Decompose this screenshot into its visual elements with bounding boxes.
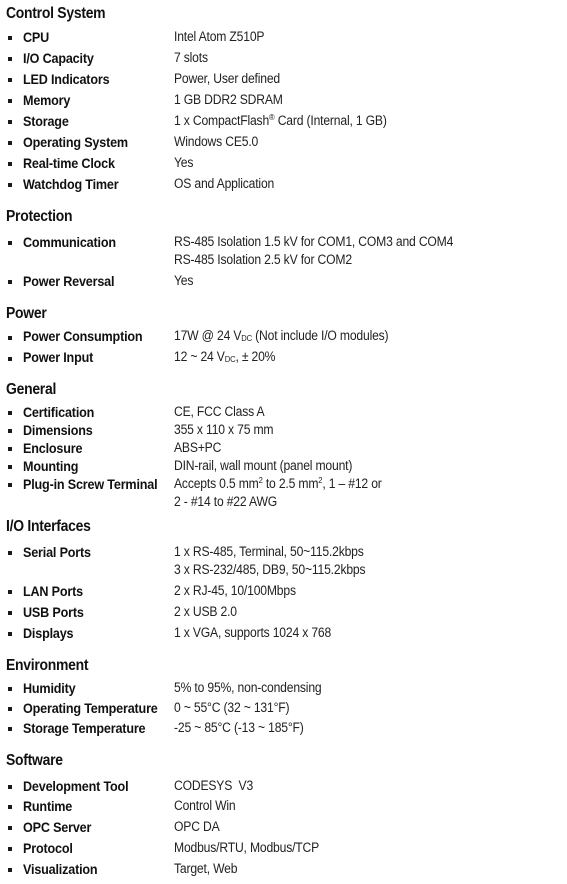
- dc-subscript: DC: [241, 333, 252, 343]
- spec-label: Power Consumption: [23, 328, 143, 344]
- spec-label: Storage: [23, 113, 69, 129]
- section-title-environment: Environment: [6, 657, 89, 674]
- bullet-icon: [8, 280, 12, 284]
- spec-label: Power Reversal: [23, 273, 115, 289]
- section-title-software: Software: [6, 752, 63, 769]
- spec-label: Visualization: [23, 861, 98, 877]
- spec-label: Displays: [23, 625, 74, 641]
- spec-label: Certification: [23, 404, 95, 420]
- spec-value: Intel Atom Z510P: [174, 29, 265, 44]
- spec-value: 355 x 110 x 75 mm: [174, 422, 274, 437]
- superscript: 2: [258, 475, 263, 485]
- spec-label: Memory: [23, 92, 71, 108]
- spec-value: [174, 113, 387, 128]
- spec-label: Operating Temperature: [23, 700, 158, 716]
- spec-value: CODESYS V3: [174, 778, 254, 793]
- spec-value: ABS+PC: [174, 440, 222, 455]
- bullet-icon: [8, 590, 12, 594]
- spec-label: Dimensions: [23, 422, 93, 438]
- spec-value-part: (Not include I/O modules): [251, 328, 389, 343]
- spec-value-part: 12 ~ 24 V: [174, 349, 225, 364]
- bullet-icon: [8, 483, 12, 487]
- spec-label: Humidity: [23, 680, 76, 696]
- bullet-icon: [8, 551, 12, 555]
- bullet-icon: [8, 336, 12, 340]
- bullet-icon: [8, 632, 12, 636]
- spec-value: 2 x USB 2.0: [174, 604, 237, 619]
- bullet-icon: [8, 611, 12, 615]
- spec-value: 7 slots: [174, 50, 208, 65]
- spec-label: Real-time Clock: [23, 155, 115, 171]
- spec-value: Control Win: [174, 798, 236, 813]
- spec-value: Windows CE5.0: [174, 134, 259, 149]
- bullet-icon: [8, 99, 12, 103]
- spec-label: Power Input: [23, 349, 94, 365]
- bullet-icon: [8, 447, 12, 451]
- spec-value-part: Card (Internal, 1 GB): [274, 113, 387, 128]
- spec-label: Development Tool: [23, 778, 129, 794]
- spec-label: Serial Ports: [23, 544, 91, 560]
- spec-label: Runtime: [23, 798, 73, 814]
- spec-value: 0 ~ 55°C (32 ~ 131°F): [174, 700, 290, 715]
- section-title-io-interfaces: I/O Interfaces: [6, 518, 91, 535]
- spec-value: Power, User defined: [174, 71, 281, 86]
- bullet-icon: [8, 826, 12, 830]
- bullet-icon: [8, 162, 12, 166]
- spec-label: Protocol: [23, 840, 73, 856]
- spec-value: OS and Application: [174, 176, 275, 191]
- bullet-icon: [8, 465, 12, 469]
- spec-value: [174, 476, 382, 491]
- spec-label: Storage Temperature: [23, 720, 146, 736]
- bullet-icon: [8, 36, 12, 40]
- spec-label: Mounting: [23, 458, 79, 474]
- spec-label: CPU: [23, 29, 50, 45]
- bullet-icon: [8, 429, 12, 433]
- spec-value: Modbus/RTU, Modbus/TCP: [174, 840, 320, 855]
- spec-value-line2: RS-485 Isolation 2.5 kV for COM2: [174, 252, 352, 267]
- spec-value: Yes: [174, 273, 194, 288]
- section-title-protection: Protection: [6, 208, 73, 225]
- spec-label: Plug-in Screw Terminal: [23, 476, 158, 492]
- spec-value: 1 x VGA, supports 1024 x 768: [174, 625, 332, 640]
- spec-value-line2: 3 x RS-232/485, DB9, 50~115.2kbps: [174, 562, 366, 577]
- spec-value-part: 1 x CompactFlash: [174, 113, 270, 128]
- bullet-icon: [8, 805, 12, 809]
- spec-label: USB Ports: [23, 604, 84, 620]
- bullet-icon: [8, 847, 12, 851]
- spec-label: Operating System: [23, 134, 128, 150]
- spec-value: -25 ~ 85°C (-13 ~ 185°F): [174, 720, 304, 735]
- spec-value: Yes: [174, 155, 194, 170]
- bullet-icon: [8, 78, 12, 82]
- registered-mark: ®: [269, 112, 275, 122]
- spec-label: I/O Capacity: [23, 50, 94, 66]
- spec-label: OPC Server: [23, 819, 92, 835]
- bullet-icon: [8, 120, 12, 124]
- spec-value-part: 17W @ 24 V: [174, 328, 242, 343]
- spec-value: 5% to 95%, non-condensing: [174, 680, 322, 695]
- section-title-control-system: Control System: [6, 5, 106, 22]
- bullet-icon: [8, 183, 12, 187]
- spec-value: DIN-rail, wall mount (panel mount): [174, 458, 353, 473]
- spec-label: LED Indicators: [23, 71, 110, 87]
- bullet-icon: [8, 707, 12, 711]
- bullet-icon: [8, 785, 12, 789]
- bullet-icon: [8, 687, 12, 691]
- spec-value: 2 x RJ-45, 10/100Mbps: [174, 583, 296, 598]
- bullet-icon: [8, 141, 12, 145]
- spec-value-part: , 1 – #12 or: [322, 476, 382, 491]
- spec-label: Enclosure: [23, 440, 83, 456]
- spec-value-part: , ± 20%: [235, 349, 276, 364]
- spec-value: Target, Web: [174, 861, 238, 876]
- spec-value: RS-485 Isolation 1.5 kV for COM1, COM3 and COM4: [174, 234, 454, 249]
- spec-value: [174, 349, 275, 364]
- section-title-general: General: [6, 381, 57, 398]
- spec-value: [174, 328, 388, 343]
- dc-subscript: DC: [224, 354, 236, 364]
- spec-value: 1 x RS-485, Terminal, 50~115.2kbps: [174, 544, 364, 559]
- spec-label: LAN Ports: [23, 583, 83, 599]
- spec-value: 1 GB DDR2 SDRAM: [174, 92, 283, 107]
- bullet-icon: [8, 357, 12, 361]
- spec-value: CE, FCC Class A: [174, 404, 265, 419]
- bullet-icon: [8, 241, 12, 245]
- superscript: 2: [318, 475, 323, 485]
- spec-value-part: to 2.5 mm: [262, 476, 319, 491]
- spec-value-part: Accepts 0.5 mm: [174, 476, 259, 491]
- bullet-icon: [8, 727, 12, 731]
- section-title-power: Power: [6, 305, 47, 322]
- spec-label: Communication: [23, 234, 116, 250]
- spec-value: OPC DA: [174, 819, 220, 834]
- bullet-icon: [8, 411, 12, 415]
- spec-label: Watchdog Timer: [23, 176, 119, 192]
- bullet-icon: [8, 57, 12, 61]
- spec-value-line2: 2 - #14 to #22 AWG: [174, 494, 278, 509]
- bullet-icon: [8, 868, 12, 872]
